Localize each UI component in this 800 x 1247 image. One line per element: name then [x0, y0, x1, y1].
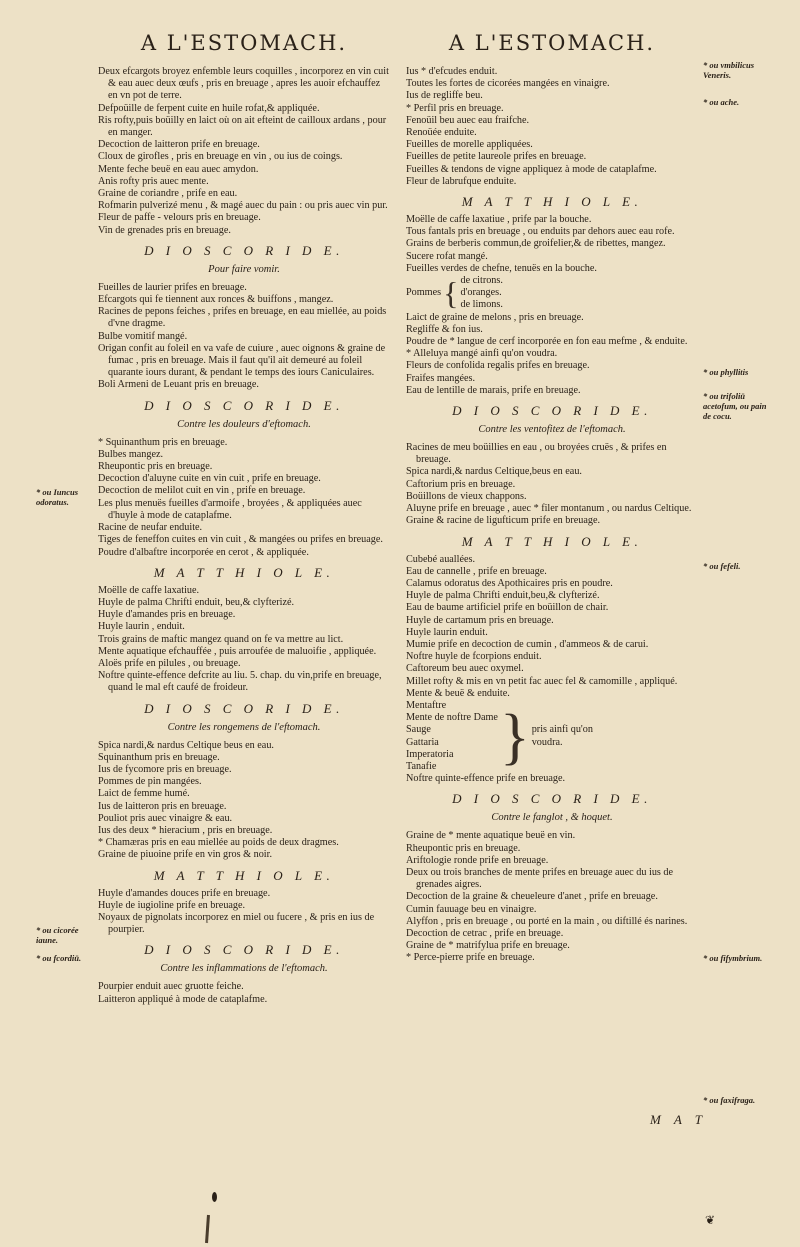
text-line: * Perfil pris en breuage.: [406, 102, 504, 114]
text-line: Rofmarin pulverizé menu , & magé auec du pain : ou pris auec vin pur.: [98, 200, 388, 212]
text-line: * Perce-pierre prife en breuage.: [406, 952, 535, 964]
text-line: Deux efcargots broyez enfemble leurs coquilles , incorporez en vin cuit & eau auec deux œufs , pris en breuage , apres les auoir efchauffez en vn pot de terre.: [98, 66, 389, 102]
text-line: Boli Armeni de Leuant pris en breuage.: [98, 379, 259, 391]
section-entries: [98, 981, 390, 1005]
text-line: Toutes les fortes de cicorées mangées en vinaigre.: [406, 78, 610, 90]
brace-items: [460, 275, 502, 312]
text-line: Eau de lentille de marais, prife en breuage.: [406, 384, 581, 396]
section-entries: [406, 312, 698, 397]
pommes-brace-group: [406, 275, 698, 312]
text-line: Ius de fycomore pris en breuage.: [98, 763, 232, 775]
text-line: Fueilles de petite laureole prifes en breuage.: [406, 151, 587, 163]
text-line: Caftorium pris en breuage.: [406, 478, 516, 490]
text-line: Origan confit au foleil en va vafe de cuiure , auec oignons & graine de fumac , pris en breuage. Mais il faut qu'il ait demeuré au foleil quarante iours durant, & pendant le temps des iours Caniculaires.: [98, 342, 386, 379]
section-title: M A T T H I O L E.: [461, 194, 643, 210]
text-line: Racines de pepons feiches , prifes en breuage, en eau miellée, au poids d'vne dragme.: [98, 306, 387, 330]
text-line: Huyle d'amandes douces prife en breuage.: [98, 887, 271, 899]
text-line: Graine & racine de ligufticum prife en breuage.: [406, 515, 601, 527]
brace-item: d'oranges.: [460, 287, 502, 299]
text-line: Cloux de girofles , pris en breuage en vin , ou ius de coings.: [98, 151, 343, 163]
text-line: Renoüée enduite.: [406, 127, 477, 139]
text-line: Ius * d'efcudes enduit.: [406, 66, 498, 77]
text-line: Rheupontic pris en breuage.: [406, 842, 521, 854]
brace-items: [406, 700, 498, 773]
section-title: D I O S C O R I D E.: [144, 942, 344, 958]
text-line: Efcargots qui fe tiennent aux ronces & buiffons , mangez.: [98, 294, 334, 306]
margin-note: * ou phyllitis: [703, 367, 749, 377]
text-line: Huyle laurin , enduit.: [98, 621, 185, 633]
ink-spot: [212, 1192, 217, 1202]
text-line: Fenoüil beu auec eau fraifche.: [406, 114, 530, 126]
left-intro-list: [98, 66, 390, 237]
text-line: Noftre quinte-effence defcrite au liu. 5. chap. du vin,prife en breuage, quand le mal eft caufé de froideur.: [98, 670, 382, 694]
text-line: Noftre quinte-effence prife en breuage.: [406, 773, 566, 785]
text-line: Anis rofty pris auec mente.: [98, 175, 209, 187]
text-line: Poudre de * langue de cerf incorporée en fon eau mefme , & enduite.: [406, 336, 688, 348]
section-entries: [98, 282, 390, 392]
text-line: Mente aquatique efchauffée , puis arroufée de maluoifie , appliquée.: [98, 645, 377, 657]
brace-item: Sauge: [406, 724, 431, 736]
text-line: Caftoreum beu auec oxymel.: [406, 663, 524, 675]
section-entries: [98, 437, 390, 559]
section-title: M A T T H I O L E.: [153, 867, 335, 883]
text-line: Decoction de cetrac , prife en breuage.: [406, 927, 564, 939]
text-line: Fleur de paffe - velours pris en breuage.: [98, 212, 261, 224]
margin-note: * ou Iuncus odoratus.: [36, 487, 79, 507]
text-line: Squinanthum pris en breuage.: [98, 751, 220, 763]
text-line: Noftre huyle de fcorpions enduit.: [406, 651, 542, 663]
text-line: Boüillons de vieux chappons.: [406, 490, 527, 502]
text-line: Deux ou trois branches de mente prifes en breuage auec du ius de grenades aigres.: [406, 866, 674, 891]
brace-item: Mentaftre: [406, 699, 447, 711]
text-line: Millet rofty & mis en vn petit fac auec fel & camomille , appliqué.: [406, 675, 678, 687]
text-line: Poudre d'albaftre incorporée en cerot , & appliquée.: [98, 546, 309, 558]
text-line: Rheupontic pris en breuage.: [98, 461, 213, 473]
text-line: Bulbes mangez.: [98, 448, 164, 460]
text-line: * Chamæras pris en eau miellée au poids de deux dragmes.: [98, 837, 339, 849]
text-line: Laitteron appliqué à mode de cataplafme.: [98, 993, 268, 1005]
brace-glyph: {: [443, 275, 459, 312]
text-line: Grains de berberis commun,de groifelier,& de ribettes, mangez.: [406, 238, 666, 250]
text-line: Eau de cannelle , prife en breuage.: [406, 565, 547, 577]
text-line: Bulbe vomitif mangé.: [98, 330, 188, 342]
section-subtitle: Contre les douleurs d'eftomach.: [177, 418, 311, 430]
text-line: Huyle de iugioline prife en breuage.: [98, 899, 246, 911]
text-line: Decoction de la graine & cheueleure d'anet , prife en breuage.: [406, 891, 658, 903]
running-header-right: A L'ESTOMACH.: [448, 31, 656, 55]
text-line: Decoction de melilot cuit en vin , prife en breuage.: [98, 485, 306, 497]
text-line: * Squinanthum pris en breuage.: [98, 436, 228, 448]
herbs-brace-group: [406, 700, 698, 773]
text-line: Decoction de laitteron prife en breuage.: [98, 139, 260, 151]
brace-item: Tanafie: [406, 760, 437, 772]
section-title: D I O S C O R I D E.: [452, 791, 652, 807]
text-line: Defpoüille de ferpent cuite en huile rofat,& appliquée.: [98, 102, 320, 114]
text-line: Sucere rofat mangé.: [406, 250, 488, 262]
text-line: Huyle de palma Chrifti enduit, beu,& clyfterizé.: [98, 596, 295, 608]
running-header-left: A L'ESTOMACH.: [140, 31, 348, 55]
brace-item: Mente de noftre Dame: [406, 712, 498, 724]
text-line: Ius de laitteron pris en breuage.: [98, 800, 227, 812]
section-title: D I O S C O R I D E.: [452, 403, 652, 419]
brace-item: de limons.: [460, 299, 503, 311]
margin-note: * ou cicorée iaune.: [36, 925, 79, 945]
section-subtitle: Pour faire vomir.: [208, 263, 280, 275]
text-line: Huyle laurin enduit.: [406, 626, 488, 638]
right-column: [406, 30, 698, 965]
margin-note: * ou ache.: [703, 97, 740, 107]
text-line: Regliffe & fon ius.: [406, 323, 483, 335]
brace-item: de citrons.: [460, 275, 503, 287]
text-line: Pourpier enduit auec gruotte feiche.: [98, 981, 244, 993]
text-line: Eau de baume artificiel prife en boüillon de chair.: [406, 602, 609, 614]
text-line: Decoction d'aluyne cuite en vin cuit , prife en breuage.: [98, 473, 321, 485]
text-line: Aloës prife en pilules , ou breuage.: [98, 657, 241, 669]
text-line: Ariftologie ronde prife en breuage.: [406, 854, 549, 866]
text-line: Graine de * mente aquatique beuë en vin.: [406, 830, 576, 842]
section-entries: [406, 442, 698, 527]
section-subtitle: Contre les ventofitez de l'eftomach.: [478, 424, 626, 436]
section-title: M A T T H I O L E.: [153, 564, 335, 580]
ornament-icon: ❦: [705, 1213, 716, 1227]
text-line: Ius des deux * hieracium , pris en breuage.: [98, 824, 273, 836]
text-line: Pommes de pin mangées.: [98, 776, 202, 788]
ink-stroke: [205, 1215, 210, 1243]
text-line: Moëlle de caffe laxatiue.: [98, 584, 200, 596]
text-line: Moëlle de caffe laxatiue , prife par la bouche.: [406, 214, 592, 226]
text-line: Tous fantals pris en breuage , ou enduits par dehors auec eau rofe.: [406, 226, 675, 238]
text-line: Pouliot pris auec vinaigre & eau.: [98, 812, 233, 824]
section-subtitle: Contre les inflammations de l'eftomach.: [160, 963, 328, 975]
text-line: Fleur de labrufque enduite.: [406, 175, 517, 187]
text-line: Cumin fauuage beu en vinaigre.: [406, 903, 537, 915]
text-line: Spica nardi,& nardus Celtique beus en eau.: [98, 739, 274, 751]
text-line: Alyffon , pris en breuage , ou porté en la main , ou diftillé és narines.: [406, 915, 688, 927]
text-line: Les plus menuës fueilles d'armoife , broyées , & appliquées auec d'huyle à mode de cataplafme.: [98, 497, 362, 521]
text-line: Laict de femme humé.: [98, 788, 190, 800]
margin-note: * ou vmbilicus Veneris.: [703, 60, 755, 80]
margin-note: * ou trifoliü acetofum, ou pain de cocu.: [703, 391, 767, 421]
brace-glyph: }: [499, 702, 530, 771]
text-line: Mumie prife en decoction de cumin , d'ammeos & de carui.: [406, 638, 649, 650]
text-line: Racine de neufar enduite.: [98, 522, 203, 534]
text-line: Mente feche beuë en eau auec amydon.: [98, 163, 259, 175]
right-intro-list: [406, 66, 698, 188]
text-line: Fueilles de laurier prifes en breuage.: [98, 281, 247, 293]
brace-label: pris ainfi qu'on voudra.: [531, 724, 593, 748]
text-line: Laict de graine de melons , pris en breuage.: [406, 311, 584, 323]
section-subtitle: Contre les rongemens de l'eftomach.: [167, 721, 321, 733]
section-entries: [98, 740, 390, 862]
text-line: Fueilles verdes de chefne, tenuës en la bouche.: [406, 262, 597, 274]
text-line: Cubebé auallées.: [406, 553, 476, 565]
text-line: Vin de grenades pris en breuage.: [98, 224, 231, 236]
text-line: Spica nardi,& nardus Celtique,beus en eau.: [406, 466, 582, 478]
margin-note: * ou faxifraga.: [703, 1095, 756, 1105]
section-entries: [406, 830, 698, 964]
text-line: Trois grains de maftic mangez quand on fe va mettre au lict.: [98, 633, 344, 645]
section-entries: [406, 554, 698, 700]
text-line: Calamus odoratus des Apothicaires pris en poudre.: [406, 577, 613, 589]
section-title: D I O S C O R I D E.: [144, 397, 344, 413]
text-line: Fraifes mangées.: [406, 372, 476, 384]
section-title: D I O S C O R I D E.: [144, 700, 344, 716]
text-line: Tiges de feneffon cuites en vin cuit , & mangées ou prifes en breuage.: [98, 534, 383, 546]
text-line: Graine de piuoine prife en vin gros & noir.: [98, 849, 272, 861]
margin-note: * ou fefeli.: [703, 561, 741, 571]
text-line: Huyle d'amandes pris en breuage.: [98, 609, 236, 621]
text-line: Fueilles & tendons de vigne appliquez à mode de cataplafme.: [406, 163, 657, 175]
section-title: D I O S C O R I D E.: [144, 242, 344, 258]
text-line: * Alleluya mangé ainfi qu'on voudra.: [406, 348, 558, 360]
section-title: M A T T H I O L E.: [461, 533, 643, 549]
brace-item: Imperatoria: [406, 748, 454, 760]
text-line: Noyaux de pignolats incorporez en miel ou fucere , & pris en ius de pourpier.: [98, 911, 375, 936]
brace-label: Pommes: [406, 287, 442, 299]
text-line: Racines de meu boüillies en eau , ou broyées cruës , & prifes en breuage.: [406, 442, 667, 466]
text-line: Huyle de cartamum pris en breuage.: [406, 614, 554, 626]
section-entries: [406, 214, 698, 275]
catchword: M A T: [650, 1112, 708, 1127]
margin-note: * ou fifymbrium.: [703, 953, 763, 963]
text-line: Graine de coriandre , prife en eau.: [98, 188, 238, 200]
left-column: [98, 30, 390, 1006]
section-entries: [98, 585, 390, 695]
text-line: Ris rofty,puis boüilly en laict où on ait efteint de cailloux ardans , pour en manger.: [98, 114, 387, 139]
brace-item: Gattaria: [406, 736, 439, 748]
section-subtitle: Contre le fanglot , & hoquet.: [491, 812, 613, 824]
text-line: Fueilles de morelle appliquées.: [406, 139, 533, 151]
text-line: Graine de * matrifylua prife en breuage.: [406, 940, 570, 952]
section-entries: [98, 888, 390, 937]
text-line: Ius de regliffe beu.: [406, 90, 483, 102]
text-line: Aluyne prife en breuage , auec * filer montanum , ou nardus Celtique.: [406, 503, 692, 515]
section-entries: [406, 773, 698, 785]
text-line: Huyle de palma Chrifti enduit,beu,& clyfterizé.: [406, 590, 600, 602]
text-line: Fleurs de confolida regalis prifes en breuage.: [406, 360, 590, 372]
margin-note: * ou fcordiü.: [36, 953, 82, 963]
text-line: Mente & beuë & enduite.: [406, 687, 510, 699]
